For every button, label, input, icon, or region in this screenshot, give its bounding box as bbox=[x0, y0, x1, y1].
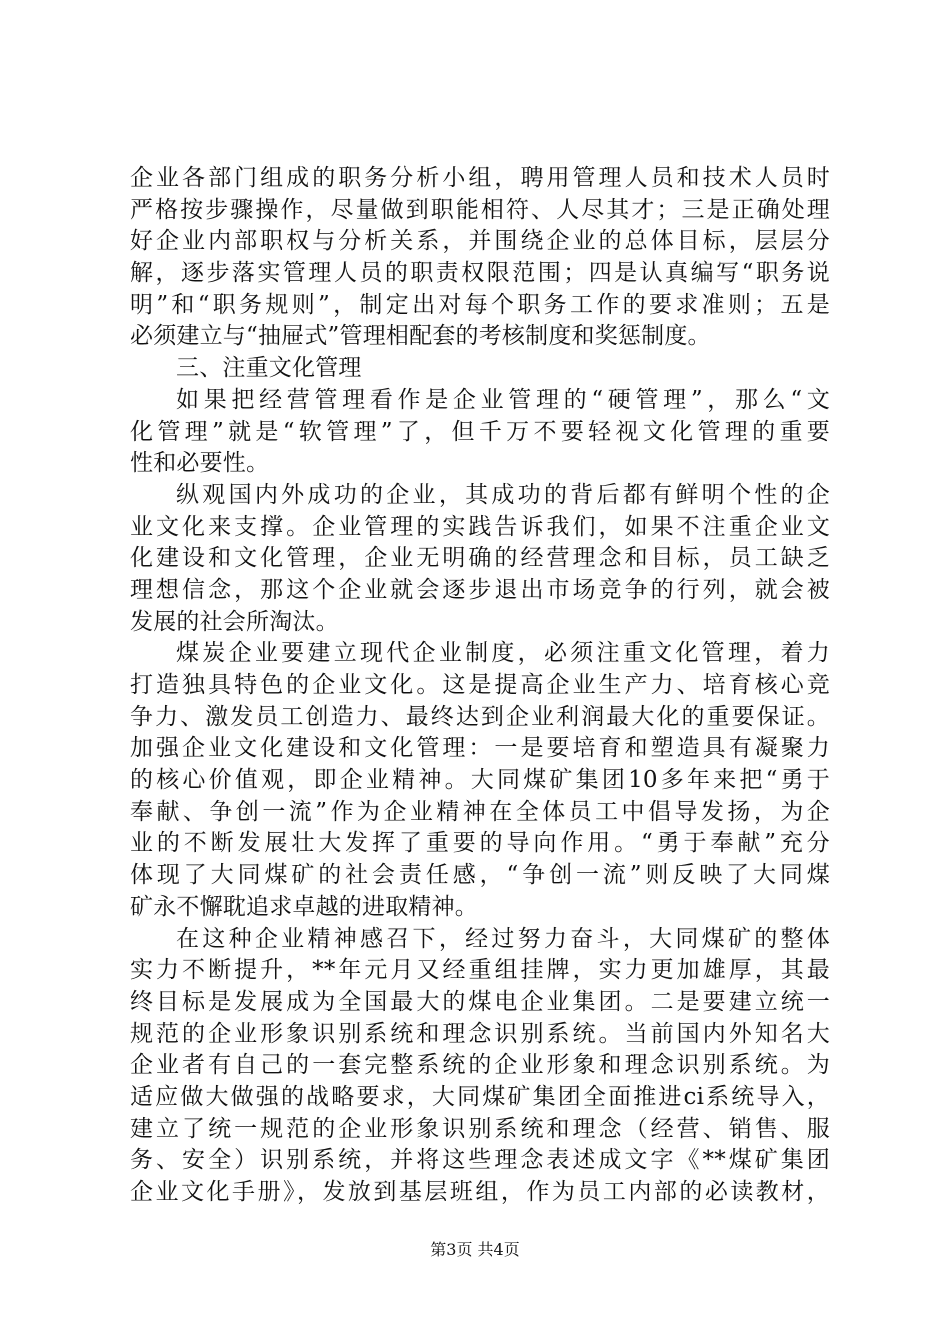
text-line: 打造独具特色的企业文化。这是提高企业生产力、培育核心竞 bbox=[130, 672, 830, 698]
text-line: 理想信念，那这个企业就会逐步退出市场竞争的行列，就会被 bbox=[130, 576, 830, 603]
text-line: 解，逐步落实管理人员的职责权限范围；四是认真编写“职务说 bbox=[130, 260, 830, 287]
text-line: 如果把经营管理看作是企业管理的“硬管理”，那么“文 bbox=[176, 386, 830, 413]
text-line: 矿永不懈耽追求卓越的进取精神。 bbox=[130, 893, 478, 920]
text-line: 加强企业文化建设和文化管理：一是要培育和塑造具有凝聚力 bbox=[130, 735, 830, 762]
text-line: 规范的企业形象识别系统和理念识别系统。当前国内外知名大 bbox=[130, 1020, 830, 1047]
text-line: 企业文化手册》，发放到基层班组，作为员工内部的必读教材， bbox=[130, 1179, 830, 1205]
text-line: 性和必要性。 bbox=[130, 450, 270, 477]
text-line: 纵观国内外成功的企业，其成功的背后都有鲜明个性的企 bbox=[176, 481, 830, 508]
text-line: 好企业内部职权与分析关系，并围绕企业的总体目标，层层分 bbox=[130, 228, 830, 255]
text-line: 建立了统一规范的企业形象识别系统和理念（经营、销售、服 bbox=[130, 1115, 830, 1142]
text-line: 业的不断发展壮大发挥了重要的导向作用。“勇于奉献”充分 bbox=[130, 830, 830, 857]
text-line: 必须建立与“抽屉式”管理相配套的考核制度和奖惩制度。 bbox=[130, 323, 711, 350]
text-line: 发展的社会所淘汰。 bbox=[130, 608, 339, 635]
text-line: 奉献、争创一流”作为企业精神在全体员工中倡导发扬，为企 bbox=[130, 798, 830, 825]
text-line: 企业者有自己的一套完整系统的企业形象和理念识别系统。为 bbox=[130, 1052, 830, 1079]
text-line: 适应做大做强的战略要求，大同煤矿集团全面推进ci系统导入， bbox=[130, 1083, 830, 1110]
text-line: 在这种企业精神感召下，经过努力奋斗，大同煤矿的整体 bbox=[176, 925, 830, 952]
text-line: 三、注重文化管理 bbox=[176, 355, 362, 382]
text-line: 化建设和文化管理，企业无明确的经营理念和目标，员工缺乏 bbox=[130, 545, 830, 572]
document-body bbox=[130, 163, 830, 1209]
text-line: 严格按步骤操作，尽量做到职能相符、人尽其才；三是正确处理 bbox=[130, 196, 830, 223]
text-line: 实力不断提升，**年元月又经重组挂牌，实力更加雄厚，其最 bbox=[130, 957, 830, 984]
text-line: 煤炭企业要建立现代企业制度，必须注重文化管理，着力 bbox=[176, 640, 830, 667]
text-line: 务、安全）识别系统，并将这些理念表述成文字《**煤矿集团 bbox=[130, 1147, 830, 1174]
text-line: 明”和“职务规则”，制定出对每个职务工作的要求准则；五是 bbox=[130, 291, 830, 318]
text-line: 的核心价值观，即企业精神。大同煤矿集团10多年来把“勇于 bbox=[130, 767, 830, 794]
text-line: 化管理”就是“软管理”了，但千万不要轻视文化管理的重要 bbox=[130, 418, 830, 445]
text-line: 终目标是发展成为全国最大的煤电企业集团。二是要建立统一 bbox=[130, 988, 830, 1015]
text-line: 业文化来支撑。企业管理的实践告诉我们，如果不注重企业文 bbox=[130, 513, 830, 540]
text-line: 企业各部门组成的职务分析小组，聘用管理人员和技术人员时 bbox=[130, 165, 830, 191]
text-line: 争力、激发员工创造力、最终达到企业利润最大化的重要保证。 bbox=[130, 703, 830, 730]
text-line: 体现了大同煤矿的社会责任感，“争创一流”则反映了大同煤 bbox=[130, 862, 830, 889]
page-footer: 第3页 共4页 bbox=[430, 1240, 520, 1259]
